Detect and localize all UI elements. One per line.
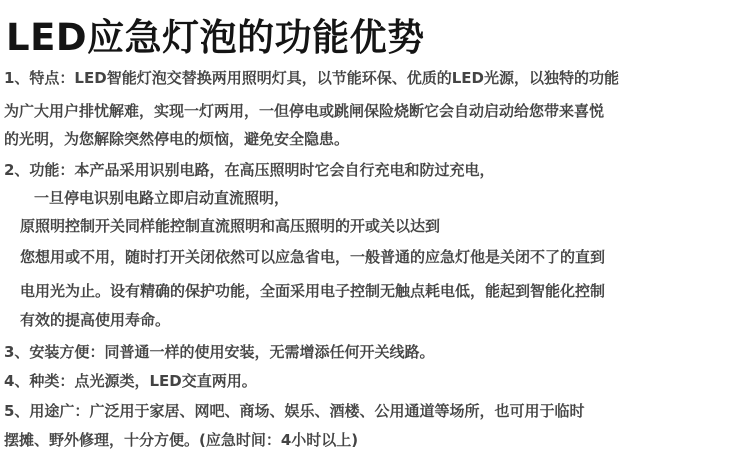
text-line-2: 为广大用户排忧解难，实现一灯两用，一但停电或跳闸保险烧断它会自动启动给您带来喜悦: [4, 102, 605, 120]
text-line-9: 有效的提高使用寿命。: [20, 311, 171, 329]
text-line-1: 1、特点：LED智能灯泡交替换两用照明灯具，以节能环保、优质的LED光源，以独特的功能: [4, 69, 619, 87]
text-line-6: 原照明控制开关同样能控制直流照明和高压照明的开或关以达到: [20, 217, 441, 235]
text-line-3: 的光明，为您解除突然停电的烦恼，避免安全隐患。: [4, 130, 350, 148]
text-line-11: 4、种类：点光源类，LED交直两用。: [4, 372, 257, 390]
page-title: LED应急灯泡的功能优势: [6, 16, 425, 59]
text-line-7: 您想用或不用，随时打开关闭依然可以应急省电，一般普通的应急灯他是关闭不了的直到: [20, 248, 606, 266]
text-line-12: 5、用途广：广泛用于家居、网吧、商场、娱乐、酒楼、公用通道等场所，也可用于临时: [4, 402, 585, 420]
text-line-8: 电用光为止。设有精确的保护功能，全面采用电子控制无触点耗电低，能起到智能化控制: [20, 282, 606, 300]
text-line-13: 摆摊、野外修理，十分方便。(应急时间：4小时以上): [4, 431, 359, 449]
text-line-10: 3、安装方便：同普通一样的使用安装，无需增添任何开关线路。: [4, 343, 435, 361]
text-line-5: 一旦停电识别电路立即启动直流照明，: [34, 189, 290, 207]
text-line-4: 2、功能：本产品采用识别电路，在高压照明时它会自行充电和防过充电，: [4, 161, 495, 179]
